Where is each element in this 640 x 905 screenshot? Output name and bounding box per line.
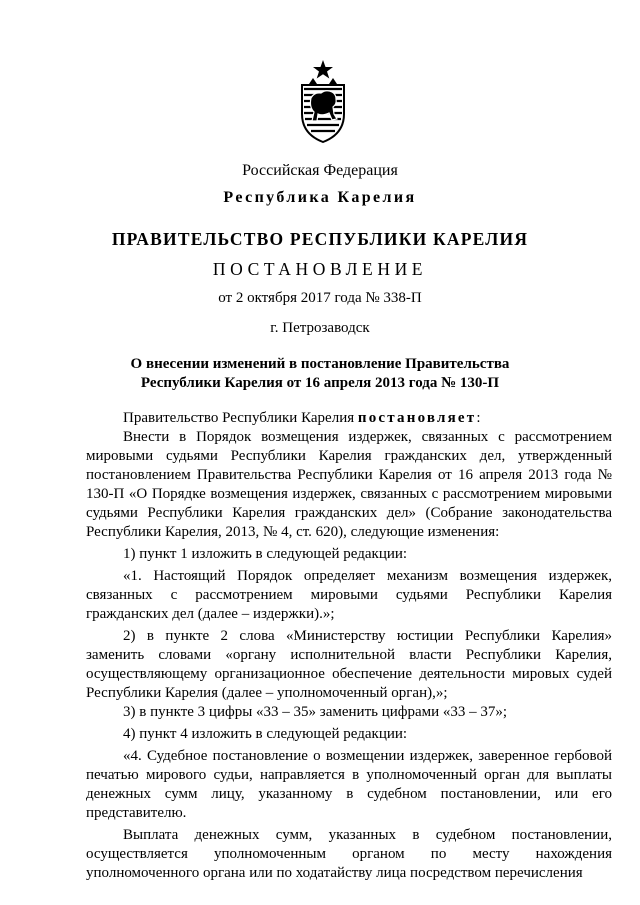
paragraph-4: 2) в пункте 2 слова «Министерству юстиции Республики Карелия» заменить словами «органу исполнительной власти Республики Карелия, осуществляющему организационное обеспечение деятельности мировых судей Республики Карелия (далее – уполномоченный орган),»; (86, 628, 612, 701)
paragraph-8: Выплата денежных сумм, указанных в судебном постановлении, осуществляется уполномоченным органом по месту нахождения уполномоченного органа или по ходатайству лица посредством перечисления (86, 827, 612, 881)
document-type: ПОСТАНОВЛЕНИЕ (212, 259, 428, 279)
karelia-coat-of-arms-icon (296, 58, 350, 144)
paragraph-2: 1) пункт 1 изложить в следующей редакции: (123, 546, 408, 562)
paragraph-1: Внести в Порядок возмещения издержек, связанных с рассмотрением мировыми судьями Республики Карелия гражданских дел, утвержденный постановлением Правительства Республики Карелия от 16 апреля 2013 года № 130-П «О Порядке возмещения издержек, связанных с рассмотрением мировыми судьями Республики Карелия гражданских дел» (Собрание законодательства Республики Карелия, 2013, № 4, ст. 620), следующие изменения: (86, 429, 612, 540)
intro-paragraph (86, 409, 612, 428)
paragraph-5: 3) в пункте 3 цифры «33 – 35» заменить цифрами «33 – 37»; (123, 704, 508, 720)
intro-end: : (476, 410, 481, 426)
subject-line-2: Республики Карелия от 16 апреля 2013 года № 130-П (140, 375, 500, 391)
intro-spaced-verb: постановляет (357, 410, 477, 426)
paragraph-3: «1. Настоящий Порядок определяет механизм возмещения издержек, связанных с рассмотрением мировыми судьями Республики Карелия гражданских дел (далее – издержки).»; (86, 568, 612, 622)
government-title: ПРАВИТЕЛЬСТВО РЕСПУБЛИКИ КАРЕЛИЯ (111, 229, 529, 249)
document-subject (0, 355, 640, 393)
city-name: г. Петрозаводск (270, 320, 370, 336)
document-body (86, 409, 612, 883)
country-name: Российская Федерация (242, 162, 398, 179)
paragraph-6: 4) пункт 4 изложить в следующей редакции: (123, 726, 408, 742)
intro-lead: Правительство Республики Карелия (123, 410, 358, 426)
date-line: от 2 октября 2017 года № 338-П (218, 290, 422, 306)
subject-line-1: О внесении изменений в постановление Правительства (130, 356, 510, 372)
republic-name: Республика Карелия (223, 189, 417, 206)
paragraph-7: «4. Судебное постановление о возмещении издержек, заверенное гербовой печатью мирового судьи, направляется в уполномоченный орган для выплаты денежных сумм лицу, указанному в судебном постановлении, или его представителю. (86, 748, 612, 821)
